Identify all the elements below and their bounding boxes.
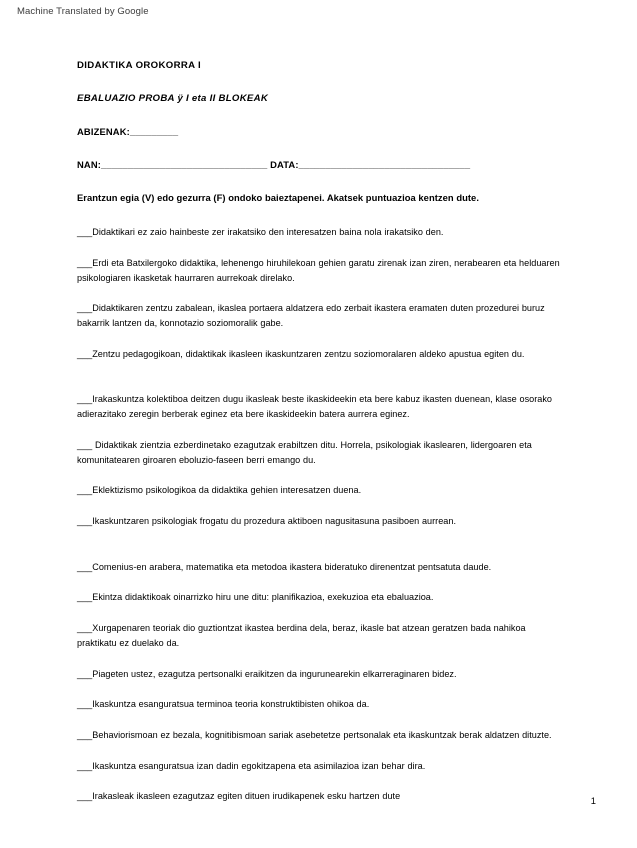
statement-item: ___Irakasleak ikasleen ezagutzaz egiten dituen irudikapenek esku hartzen dute (77, 791, 401, 802)
statement-item: ___Ekintza didaktikoak oinarrizko hiru une ditu: planifikazioa, exekuzioa eta ebaluazioa. (77, 592, 434, 603)
statement-item: ___Piageten ustez, ezagutza pertsonalki eraikitzen da ingurunearekin elkarreraginaren bidez. (77, 668, 457, 679)
statement-item: ___Ikaskuntza esanguratsua terminoa teoria konstruktibisten ohikoa da. (77, 699, 370, 710)
statement-item: ___Didaktikari ez zaio hainbeste zer irakatsiko den interesatzen baina nola irakatsiko den. (77, 227, 444, 238)
statement-item: ___Eklektizismo psikologikoa da didaktika gehien interesatzen duena. (77, 485, 362, 496)
statement-item: ___Erdi eta Batxilergoko didaktika, lehenengo hiruhilekoan gehien garatu zirenak izan ziren, nerabearen eta helduaren psikologiaren ikasketak haurraren aurrekoak direlako. (77, 257, 560, 283)
statement-item: ___Ikaskuntzaren psikologiak frogatu du prozedura aktiboen nagusitasuna pasiboen aurrean. (77, 516, 457, 526)
statement-item: ___Comenius-en arabera, matematika eta metodoa ikastera bideratuko direnentzat pentsatuta daude. (77, 561, 492, 572)
statement-list (77, 225, 560, 804)
document-title: DIDAKTIKA OROKORRA I (77, 60, 202, 71)
document-body (77, 60, 560, 820)
machine-translation-banner: Machine Translated by Google (17, 6, 149, 17)
statement-item: ___ Didaktikak zientzia ezberdinetako ezagutzak erabiltzen ditu. Horrela, psikologiak ikaslearen, lidergoaren eta komunitatearen giroaren eboluzio-faseen berri emango du. (77, 439, 532, 465)
statement-item: ___Xurgapenaren teoriak dio guztiontzat ikastea berdina dela, beraz, ikasle bat atzean geratzen bada nahikoa praktikatu ez duelako da. (77, 623, 526, 648)
statement-item: ___Behaviorismoan ez bezala, kognitibismoan sariak asebetetze pertsonalak eta ikaskuntzak berak aldatzen dituzte. (77, 730, 552, 741)
instruction-text: Erantzun egia (V) edo gezurra (F) ondoko baieztapenei. Akatsek puntuazioa kentzen dute. (77, 192, 479, 204)
statement-item: ___Ikaskuntza esanguratsua izan dadin egokitzapena eta asimilazioa izan behar dira. (77, 760, 426, 771)
page-number: 1 (590, 795, 596, 806)
field-nan-data: NAN:_______________________________ DATA:________________________________ (77, 159, 471, 171)
statement-item: ___Didaktikaren zentzu zabalean, ikaslea portaera aldatzera edo zerbait ikastera eramaten duten prozedurei buruz bakarrik lantzen da, konnotazio soziomoralik gabe. (77, 303, 545, 328)
statement-item: ___Zentzu pedagogikoan, didaktikak ikasleen ikaskuntzaren zentzu soziomoralaren aldeko apustua egiten du. (77, 348, 525, 359)
statement-item: ___Irakaskuntza kolektiboa deitzen dugu ikasleak beste ikaskideekin eta bere kabuz ikasten duenean, klase osorako adierazitako zeregin berberak eginez eta bere ikaskideekin batera aurrera eginez. (77, 394, 553, 420)
field-abizenak: ABIZENAK:_________ (77, 125, 179, 137)
document-subtitle: EBALUAZIO PROBA ÿ I eta II BLOKEAK (77, 92, 269, 104)
